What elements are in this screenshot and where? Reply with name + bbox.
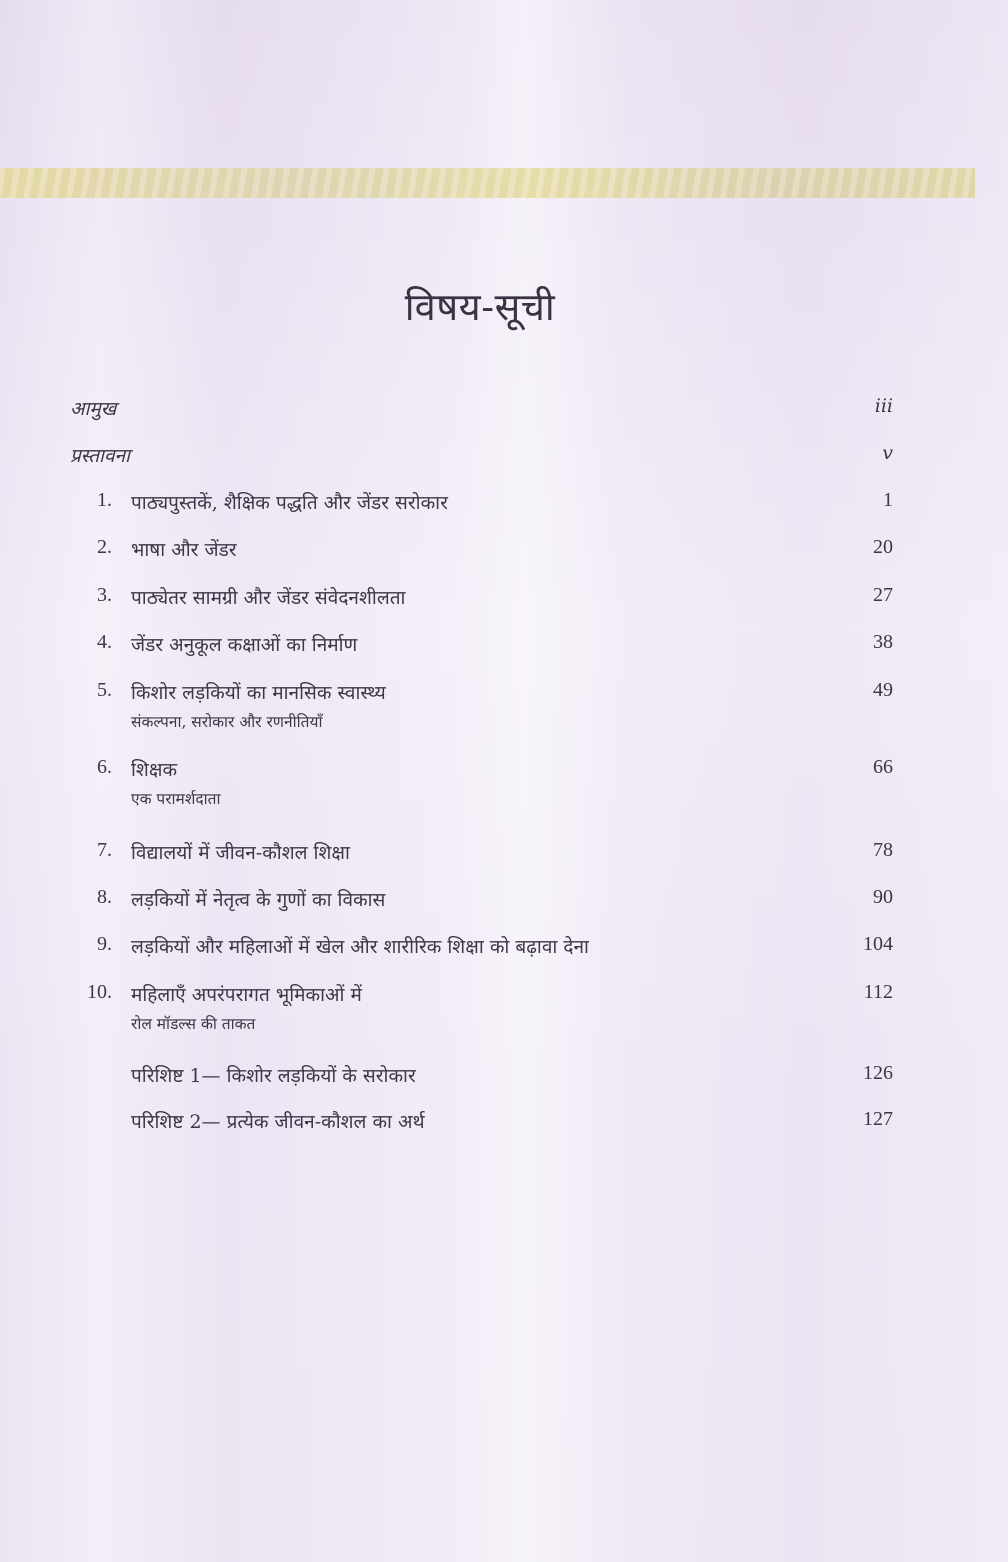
page-title: विषय-सूची (404, 285, 556, 329)
chapter-title: शिक्षक (131, 759, 178, 781)
chapter-number: 9. (97, 933, 112, 955)
front-matter-label: प्रस्तावना (70, 445, 130, 467)
appendix-title: परिशिष्ट 2— प्रत्येक जीवन-कौशल का अर्थ (131, 1111, 425, 1133)
chapter-title: विद्यालयों में जीवन-कौशल शिक्षा (131, 842, 350, 864)
chapter-subtitle: संकल्पना, सरोकार और रणनीतियाँ (131, 713, 323, 731)
chapter-page: 38 (873, 631, 893, 653)
chapter-page: 20 (873, 536, 893, 558)
decorative-stripe (0, 168, 975, 198)
chapter-number: 10. (87, 981, 112, 1003)
chapter-number: 1. (97, 489, 112, 511)
chapter-number: 6. (97, 756, 112, 778)
front-matter-page: v (882, 442, 893, 464)
chapter-page: 78 (873, 839, 893, 861)
chapter-subtitle: रोल मॉडल्स की ताकत (131, 1015, 256, 1033)
chapter-number: 7. (97, 839, 112, 861)
chapter-number: 8. (97, 886, 112, 908)
appendix-page: 127 (863, 1108, 893, 1130)
chapter-number: 4. (97, 631, 112, 653)
chapter-page: 104 (863, 933, 893, 955)
front-matter-label: आमुख (70, 398, 117, 420)
chapter-title: लड़कियों और महिलाओं में खेल और शारीरिक शिक्षा को बढ़ावा देना (131, 936, 589, 958)
chapter-title: पाठ्येतर सामग्री और जेंडर संवेदनशीलता (131, 587, 406, 609)
chapter-title: लड़कियों में नेतृत्व के गुणों का विकास (131, 889, 386, 911)
chapter-title: पाठ्यपुस्तकें, शैक्षिक पद्धति और जेंडर सरोकार (131, 492, 448, 514)
chapter-page: 66 (873, 756, 893, 778)
chapter-title: किशोर लड़कियों का मानसिक स्वास्थ्य (131, 682, 386, 704)
chapter-page: 49 (873, 679, 893, 701)
front-matter-page: iii (874, 395, 893, 417)
chapter-page: 112 (863, 981, 893, 1003)
chapter-title: भाषा और जेंडर (131, 539, 237, 561)
chapter-number: 2. (97, 536, 112, 558)
appendix-page: 126 (863, 1062, 893, 1084)
chapter-number: 3. (97, 584, 112, 606)
chapter-page: 27 (873, 584, 893, 606)
chapter-number: 5. (97, 679, 112, 701)
chapter-title: जेंडर अनुकूल कक्षाओं का निर्माण (131, 634, 358, 656)
appendix-title: परिशिष्ट 1— किशोर लड़कियों के सरोकार (131, 1065, 416, 1087)
chapter-title: महिलाएँ अपरंपरागत भूमिकाओं में (131, 984, 362, 1006)
chapter-page: 1 (883, 489, 893, 511)
chapter-subtitle: एक परामर्शदाता (131, 790, 221, 808)
chapter-page: 90 (873, 886, 893, 908)
